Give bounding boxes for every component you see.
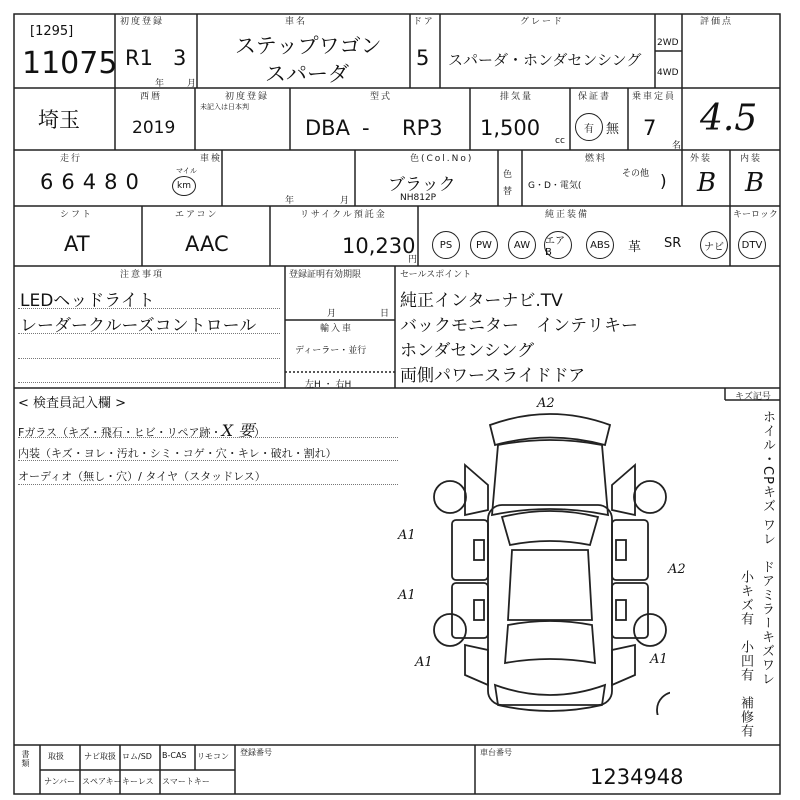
mileage-unit-mile: マイル (176, 167, 197, 175)
damage-mark: A2 (668, 562, 686, 577)
hdr-mileage: 走行 (60, 154, 83, 164)
warranty-no: 無 (606, 122, 620, 137)
door-count: 5 (416, 46, 430, 70)
glass-hand: X 要 (221, 421, 255, 440)
mileage-digit: 6 (61, 170, 75, 194)
hdr-score: 評価点 (700, 17, 734, 27)
hdr-mfg: 初度登録 (120, 17, 165, 27)
note-rule (18, 308, 280, 309)
hdr-sales: セールスポイント (400, 270, 472, 280)
inspector-heading: < 検査員記入欄 > (18, 396, 127, 411)
drive-2wd: 2WD (657, 38, 679, 48)
hdr-grade: グレード (520, 17, 565, 27)
sales-point: 純正インターナビ.TV (400, 291, 563, 311)
inspector-rule (18, 460, 398, 461)
hdr-name: 車名 (285, 17, 308, 27)
hdr-warranty: 保証書 (578, 92, 612, 102)
mileage-unit-km: km (172, 176, 196, 196)
footer-item: スマートキー (162, 777, 210, 786)
equip-airbag: エアB (544, 231, 572, 259)
footer-item: ロム/SD (122, 752, 152, 761)
fuel-other: その他 (622, 169, 650, 179)
expiry-day: 日 (380, 309, 390, 319)
displacement: 1,500 (480, 116, 541, 140)
steering-side: 左H ・ 右H (305, 380, 352, 390)
hdr-notes: 注意事項 (120, 270, 165, 280)
note-rule (18, 333, 280, 334)
sales-point: ホンダセンシング (400, 341, 535, 361)
side-note-mirror: ドアミラーキズワレ (759, 560, 774, 686)
side-note-1: ホイル・CPキズ (760, 410, 775, 513)
damage-mark: A1 (398, 588, 416, 603)
hdr-int: 内装 (740, 154, 763, 164)
hdr-ext: 外装 (690, 154, 713, 164)
footer-item: リモコン (197, 752, 229, 761)
warranty-yes: 有 (575, 113, 603, 141)
interior-grade: B (745, 168, 765, 198)
hdr-first: 初度登録 (225, 92, 270, 102)
car-name-1: ステップワゴン (235, 34, 382, 58)
hdr-model: 型式 (370, 92, 393, 102)
model-dash: - (362, 116, 370, 140)
reg-month: 3 (173, 46, 187, 70)
color-change-2: 替 (503, 187, 513, 197)
mileage-digit: 8 (104, 170, 118, 194)
inspector-rule (18, 484, 398, 485)
yen-unit: 円 (408, 255, 418, 265)
shift-type: AT (64, 232, 90, 256)
month-mark: 月 (187, 79, 197, 89)
glass-text: Fガラス（キズ・飛石・ヒビ・リペア跡・ (18, 426, 222, 439)
hdr-recycle: リサイクル預託金 (300, 210, 387, 220)
expiry-month: 月 (327, 309, 337, 319)
seats: 7 (643, 116, 657, 140)
hdr-map: キズ記号 (735, 392, 771, 402)
equip-pw: PW (470, 231, 498, 259)
color-number: NH812P (400, 193, 437, 203)
color-change-1: 色 (503, 170, 513, 180)
mileage-digits (40, 170, 139, 194)
mileage-digit: 6 (40, 170, 54, 194)
side-note-wheel (758, 410, 777, 546)
shaken-year: 年 (285, 196, 295, 206)
hdr-keylock: キーロック (733, 210, 778, 220)
cc-unit: cc (555, 136, 565, 146)
recycle-fee: 10,230 (342, 234, 416, 258)
hdr-ac: エアコン (175, 210, 219, 220)
fuel-options: G・D・電気( (528, 181, 582, 191)
equip-leather: 革 (628, 240, 642, 255)
inspector-line-audio: オーディオ（無し・穴）/ タイヤ（スタッドレス） (18, 470, 266, 483)
note-item: LEDヘッドライト (20, 291, 155, 311)
model-prefix: DBA (305, 116, 350, 140)
chassis-number: 1234948 (590, 765, 684, 789)
mileage-digit: 4 (82, 170, 97, 194)
note-rule (18, 382, 280, 383)
equip-dtv: DTV (738, 231, 766, 259)
hdr-fuel: 燃料 (585, 154, 608, 164)
footer-item: ナンバー (44, 777, 76, 786)
fuel-close: ) (660, 172, 667, 192)
car-damage-diagram (430, 405, 670, 715)
grade: スパーダ・ホンダセンシング (448, 51, 642, 69)
inspector-line-interior: 内装（キズ・ヨレ・汚れ・シミ・コゲ・穴・キレ・破れ・割れ） (18, 447, 337, 460)
equip-abs: ABS (586, 231, 614, 259)
sales-point: バックモニター インテリキー (400, 316, 638, 336)
equip-navi: ナビ (700, 231, 728, 259)
damage-mark: A1 (650, 652, 668, 667)
year-mark: 年 (155, 79, 165, 89)
side-note-1b: ワレ (760, 518, 775, 547)
hdr-disp: 排気量 (500, 92, 534, 102)
lot-number: 11075 (22, 46, 118, 81)
lot-label: [1295] (30, 24, 74, 39)
side-note-small-scratch: 小キズ有 (738, 570, 753, 626)
side-note-repair: 補修有 (738, 696, 753, 738)
hdr-color: 色(Col.No) (410, 154, 474, 164)
footer-item: スペアキー (82, 777, 122, 786)
aircon-type: AAC (185, 232, 229, 256)
inspector-rule (18, 437, 398, 438)
damage-mark: A2 (537, 396, 555, 411)
color-name: ブラック (388, 175, 456, 195)
mileage-digit: 0 (125, 170, 139, 194)
year: 2019 (132, 118, 176, 138)
footer-item: ナビ取扱 (84, 752, 116, 761)
first-reg-note: 未記入は日本判 (200, 103, 249, 111)
hdr-import: 輸入車 (320, 324, 354, 334)
hdr-expiry: 登録証明有効期限 (289, 270, 362, 280)
note-item: レーダークルーズコントロール (20, 316, 257, 336)
score-handwritten: 4.5 (700, 98, 758, 139)
hdr-year: 西暦 (140, 92, 163, 102)
seats-unit: 名 (672, 141, 682, 151)
drive-4wd: 4WD (657, 68, 679, 78)
footer-item: B-CAS (162, 751, 187, 760)
reg-number-label: 登録番号 (240, 748, 272, 757)
footer-item: キーレス (122, 777, 154, 786)
hdr-capacity: 乗車定員 (632, 92, 677, 102)
hdr-equipment: 純正装備 (545, 210, 590, 220)
hdr-shaken: 車検 (200, 154, 223, 164)
dealer-type: ディーラー・並行 (295, 346, 367, 356)
equip-ps: PS (432, 231, 460, 259)
shaken-month: 月 (340, 196, 350, 206)
equip-aw: AW (508, 231, 536, 259)
hdr-door: ドア (413, 17, 435, 27)
chassis-label: 車台番号 (480, 748, 512, 757)
hdr-shift: シフト (60, 210, 94, 220)
glass-end: ） (254, 426, 266, 439)
model-code: RP3 (402, 116, 443, 140)
damage-mark: A1 (415, 655, 433, 670)
car-name-2: スパーダ (265, 62, 349, 86)
exterior-grade: B (697, 168, 717, 198)
region: 埼玉 (38, 108, 80, 132)
damage-mark: A1 (398, 528, 416, 543)
side-note-dent: 小凹有 (738, 640, 753, 682)
reg-era: R1 (125, 46, 153, 70)
note-rule (18, 358, 280, 359)
footer-item: 取扱 (48, 752, 64, 761)
footer-left-tag: 書類 (21, 750, 30, 768)
sales-point: 両側パワースライドドア (400, 366, 586, 386)
equip-sr: SR (664, 236, 682, 251)
